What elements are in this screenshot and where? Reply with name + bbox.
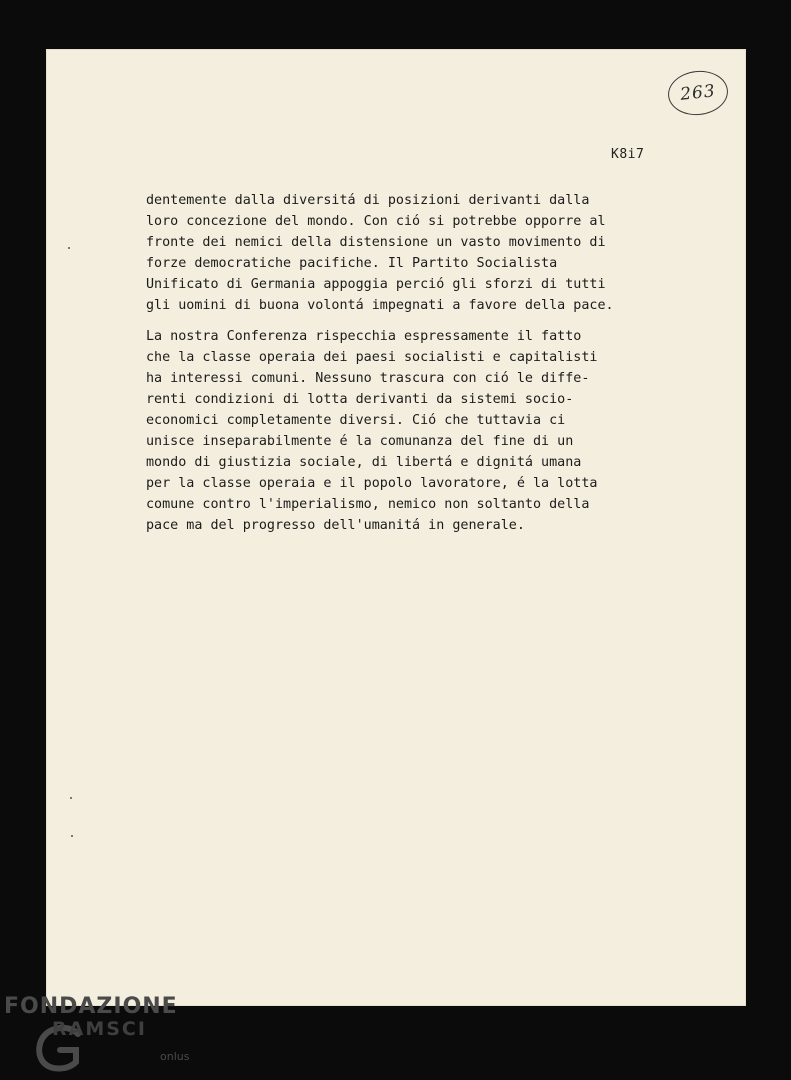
text-line: ha interessi comuni. Nessuno trascura con ció le diffe- (146, 371, 590, 386)
text-line: unisce inseparabilmente é la comunanza del fine di un (146, 434, 574, 449)
text-line: forze democratiche pacifiche. Il Partito Socialista (146, 256, 558, 271)
paper-speck (71, 835, 73, 837)
document-code: K8i7 (611, 147, 645, 162)
text-line: loro concezione del mondo. Con ció si potrebbe opporre al (146, 214, 606, 229)
paragraph-1 (146, 190, 691, 316)
text-line: pace ma del progresso dell'umanitá in generale. (146, 518, 525, 533)
fondazione-gramsci-logo (4, 994, 204, 1074)
document-page (46, 49, 746, 1006)
logo-text-fondazione: FONDAZIONE (4, 994, 178, 1019)
text-line: dentemente dalla diversitá di posizioni derivanti dalla (146, 193, 590, 208)
text-line: che la classe operaia dei paesi socialisti e capitalisti (146, 350, 598, 365)
page-number: 263 (679, 81, 717, 105)
page-number-stamp (666, 68, 730, 118)
text-line: renti condizioni di lotta derivanti da sistemi socio- (146, 392, 574, 407)
body-text (146, 190, 691, 536)
paragraph-2 (146, 326, 691, 536)
text-line: comune contro l'imperialismo, nemico non soltanto della (146, 497, 590, 512)
text-line: Unificato di Germania appoggia perció gli sforzi di tutti (146, 277, 606, 292)
text-line: fronte dei nemici della distensione un vasto movimento di (146, 235, 606, 250)
text-line: per la classe operaia e il popolo lavoratore, é la lotta (146, 476, 598, 491)
text-line: gli uomini di buona volontá impegnati a favore della pace. (146, 298, 614, 313)
text-line: economici completamente diversi. Ció che tuttavia ci (146, 413, 566, 428)
logo-text-gramsci: RAMSCI (52, 1018, 147, 1040)
paper-speck (68, 247, 70, 249)
text-line: mondo di giustizia sociale, di libertá e dignitá umana (146, 455, 582, 470)
logo-text-onlus: onlus (160, 1050, 190, 1063)
text-line: La nostra Conferenza rispecchia espressamente il fatto (146, 329, 582, 344)
paper-speck (70, 797, 72, 799)
